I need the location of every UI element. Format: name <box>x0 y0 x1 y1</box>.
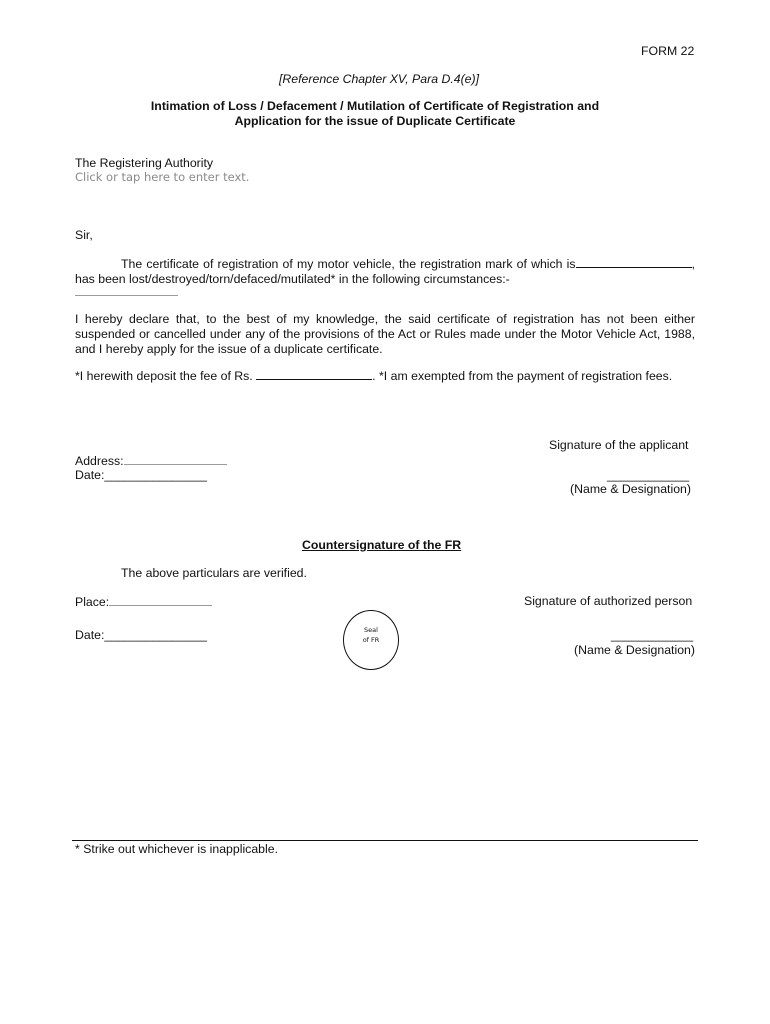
applicant-date-label: Date: <box>75 468 105 482</box>
seal-of-fr-stamp <box>343 610 399 670</box>
paragraph-loss-end: , has been lost/destroyed/torn/defaced/mutilated* in the following circumstances:- <box>75 257 695 286</box>
paragraph-loss-start: The certificate of registration of my motor vehicle, the registration mark of which is <box>121 257 576 271</box>
salutation: Sir, <box>75 228 93 242</box>
fr-date-row <box>75 628 207 642</box>
seal-line-2: of FR <box>362 636 380 644</box>
registration-mark-field[interactable] <box>576 256 692 268</box>
applicant-signature-label: Signature of the applicant <box>549 438 689 452</box>
paragraph-declaration: I hereby declare that, to the best of my knowledge, the said certificate of registration has not been either suspended or cancelled under any of the provisions of the Act or Rules made under the Motor Vehicle Act, 1988, and I hereby apply for the issue of a duplicate certificate. <box>75 312 695 356</box>
footnote: * Strike out whichever is inapplicable. <box>75 842 279 856</box>
form-title-line-1: Intimation of Loss / Defacement / Mutilation of Certificate of Registration and <box>150 99 600 113</box>
form-number: FORM 22 <box>641 44 695 58</box>
paragraph-fee-end: . *I am exempted from the payment of registration fees. <box>372 369 673 383</box>
address-label: Address: <box>75 454 124 468</box>
paragraph-loss-intimation <box>75 256 695 287</box>
fee-amount-field[interactable] <box>256 368 372 380</box>
applicant-signature-line[interactable]: ____________ <box>607 468 690 482</box>
registering-authority-label: The Registering Authority <box>75 156 214 170</box>
authorized-name-designation: (Name & Designation) <box>574 643 695 657</box>
registering-authority-field[interactable]: Click or tap here to enter text. <box>75 170 250 184</box>
countersignature-heading: Countersignature of the FR <box>302 538 462 552</box>
place-row <box>75 594 212 609</box>
circumstances-field[interactable] <box>75 289 178 296</box>
applicant-date-field[interactable]: _______________ <box>104 468 207 482</box>
fr-date-field[interactable]: _______________ <box>104 628 207 642</box>
verified-statement: The above particulars are verified. <box>121 566 307 580</box>
paragraph-fee <box>75 368 695 384</box>
authorized-signature-line[interactable]: ____________ <box>611 628 694 642</box>
address-field[interactable] <box>124 453 227 465</box>
authorized-signature-label: Signature of authorized person <box>524 594 693 608</box>
paragraph-fee-start: *I herewith deposit the fee of Rs. <box>75 369 253 383</box>
seal-line-1: Seal <box>364 626 378 634</box>
applicant-date-row <box>75 468 207 482</box>
applicant-name-designation: (Name & Designation) <box>570 482 691 496</box>
fr-date-label: Date: <box>75 628 105 642</box>
address-row <box>75 453 227 468</box>
place-label: Place: <box>75 595 110 609</box>
place-field[interactable] <box>109 594 212 606</box>
form-title-line-2: Application for the issue of Duplicate Certificate <box>234 114 516 128</box>
reference-note: [Reference Chapter XV, Para D.4(e)] <box>279 72 480 86</box>
footnote-divider <box>72 840 698 841</box>
